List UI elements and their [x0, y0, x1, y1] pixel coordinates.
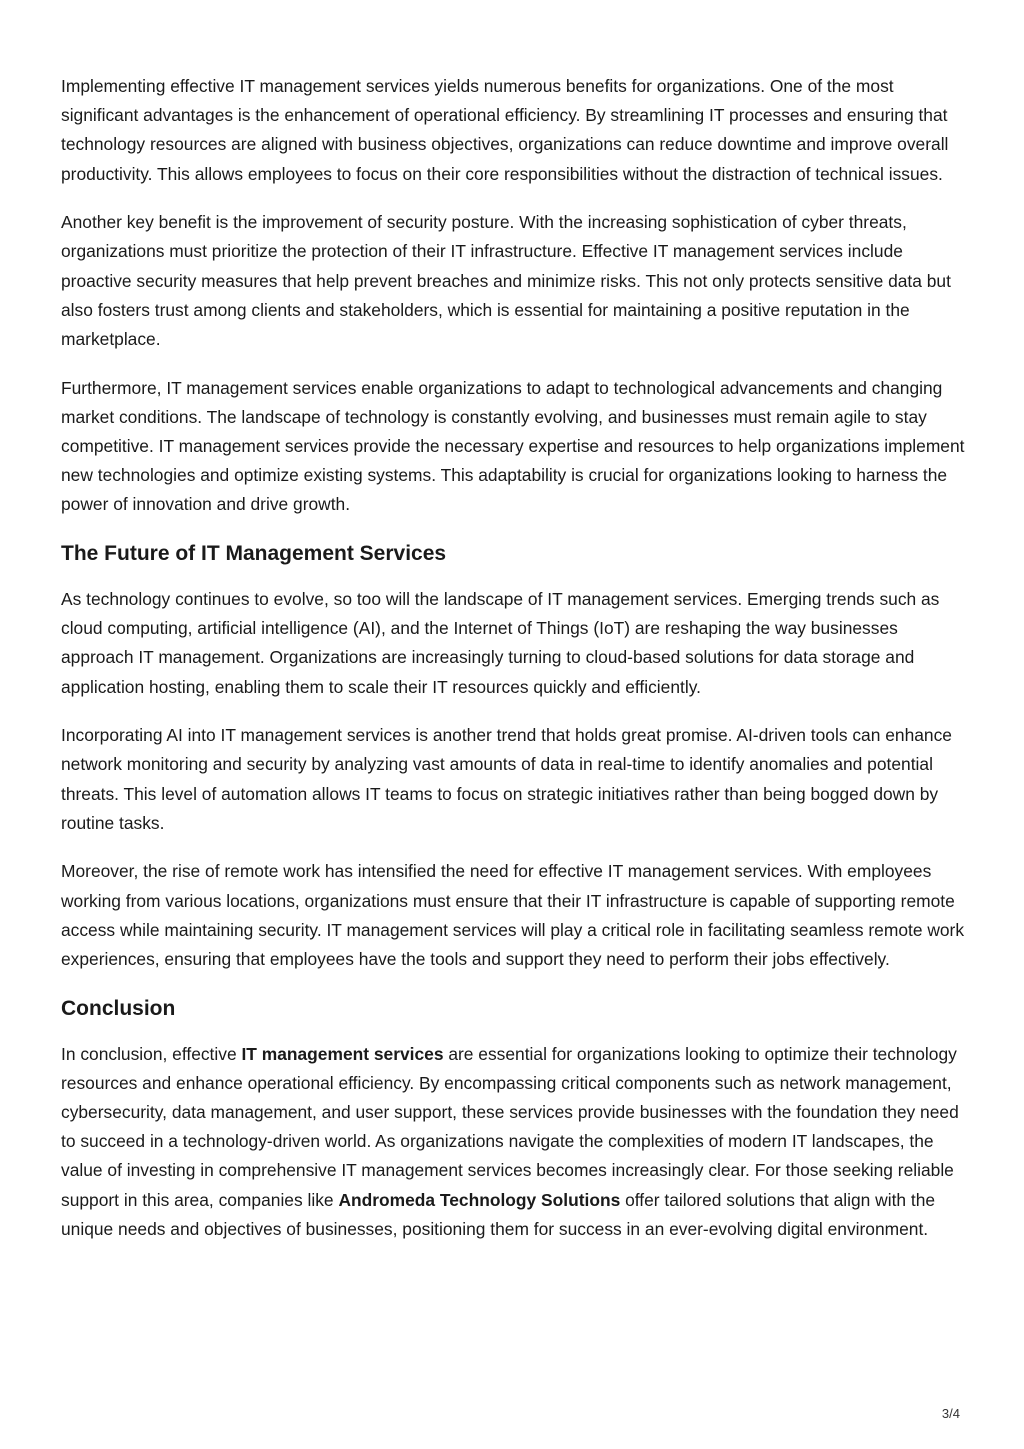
paragraph-ai-integration: Incorporating AI into IT management services is another trend that holds great promise. AI-driven tools can enhance network monitoring and security by analyzing vast amounts of data in real-time to identify anomalies and potential threats. This level of automation allows IT teams to focus on strategic initiatives rather than being bogged down by routine tasks.	[61, 725, 952, 833]
conclusion-text-1: In conclusion, effective	[61, 1043, 242, 1064]
paragraph-remote-work: Moreover, the rise of remote work has intensified the need for effective IT management services. With employees working from various locations, organizations must ensure that their IT infrastructure is capable of supporting remote access while maintaining security. IT management services will play a critical role in facilitating seamless remote work experiences, ensuring that employees have the tools and support they need to perform their jobs effectively.	[61, 861, 965, 970]
paragraph-adaptability: Furthermore, IT management services enable organizations to adapt to technological advancements and changing market conditions. The landscape of technology is constantly evolving, and businesses must remain agile to stay competitive. IT management services provide the necessary expertise and resources to help organizations implement new technologies and optimize existing systems. This adaptability is crucial for organizations looking to harness the power of innovation and drive growth.	[61, 377, 965, 515]
paragraph-security-posture: Another key benefit is the improvement of security posture. With the increasing sophistication of cyber threats, organizations must prioritize the protection of their IT infrastructure. Effective IT management services include proactive security measures that help prevent breaches and minimize risks. This not only protects sensitive data but also fosters trust among clients and stakeholders, which is essential for maintaining a positive reputation in the marketplace.	[61, 212, 951, 350]
section-heading-future: The Future of IT Management Services	[61, 542, 447, 566]
conclusion-text-2: are essential for organizations looking to optimize their technology resources and enhance operational efficiency. By encompassing critical components such as network management, cybersecurity, data management, and user support, these services provide businesses with the foundation they need to succeed in a technology-driven world. As organizations navigate the complexities of modern IT landscapes, the value of investing in comprehensive IT management services becomes increasingly clear. For those seeking reliable support in this area, companies like	[61, 1043, 959, 1210]
paragraph-operational-efficiency: Implementing effective IT management services yields numerous benefits for organizations. One of the most significant advantages is the enhancement of operational efficiency. By streamlining IT processes and ensuring that technology resources are aligned with business objectives, organizations can reduce downtime and improve overall productivity. This allows employees to focus on their core responsibilities without the distraction of technical issues.	[61, 76, 949, 184]
section-heading-conclusion: Conclusion	[61, 996, 176, 1020]
conclusion-bold-company-name: Andromeda Technology Solutions	[338, 1189, 621, 1210]
paragraph-emerging-trends: As technology continues to evolve, so too will the landscape of IT management services. Emerging trends such as cloud computing, artificial intelligence (AI), and the Internet of Things (IoT) are reshaping the way businesses approach IT management. Organizations are increasingly turning to cloud-based solutions for data storage and application hosting, enabling them to scale their IT resources quickly and efficiently.	[61, 589, 940, 697]
conclusion-bold-it-management-services: IT management services	[241, 1043, 444, 1064]
paragraph-conclusion	[61, 1040, 966, 1244]
conclusion-text-3: offer tailored solutions that align with the unique needs and objectives of businesses, positioning them for success in an ever-evolving digital environment.	[61, 1189, 936, 1239]
page-number: 3/4	[941, 1406, 960, 1421]
document-body	[61, 72, 966, 1263]
